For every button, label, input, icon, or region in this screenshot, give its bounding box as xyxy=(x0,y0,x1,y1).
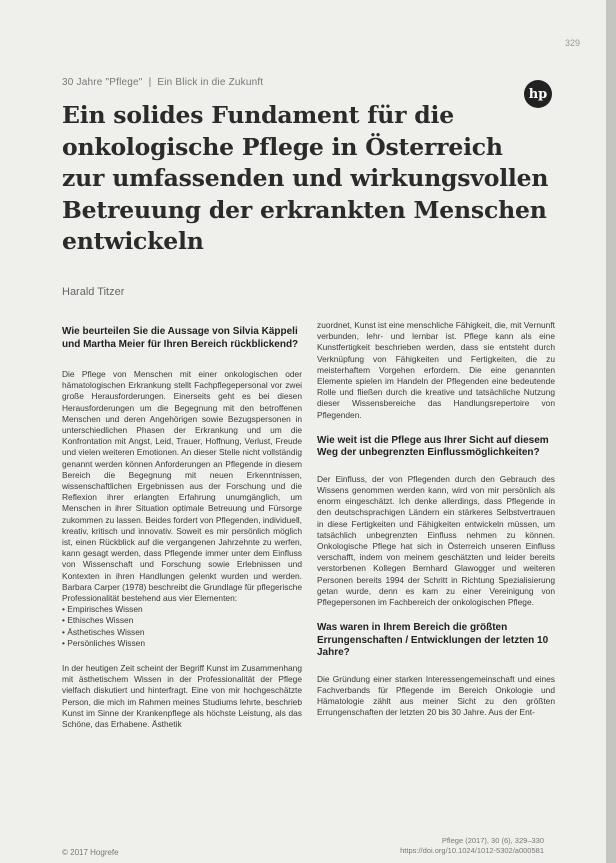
body-paragraph: In der heutigen Zeit scheint der Begriff Kunst im Zusammenhang mit ästhetischem Wissen in der Professionalität der Pflege vielfach diskutiert und hinterfragt. Eine von mir hochgeschätzte Person, die mich im Rahmen meines Studiums lehrte, beschrieb Kunst im Sinne der Krankenpflege als höchste Leistung, als das Schöne, das Erhabene. Ästhetik xyxy=(62,663,302,730)
question-heading-2: Wie weit ist die Pflege aus Ihrer Sicht auf diesem Weg der unbegrenzten Einflussmöglichkeiten? xyxy=(317,434,549,459)
journal-logo-icon: hp xyxy=(524,80,552,108)
kicker-separator: | xyxy=(148,77,152,88)
body-paragraph: zuordnet, Kunst ist eine menschliche Fähigkeit, die, mit Vernunft verbunden, lehr- und lernbar ist. Pflege kann als eine Kunstfertigkeit beschrieben werden, dass sie entsteht durch Verknüpfung von Fähigkeiten und Fertigkeiten, die zu meisterhaftem Vorgehen erfordern. Die eine genannten Elemente spielen im Handeln der Pflegenden eine bedeutende Rolle und fließen durch die kreative und tatsächliche Nutzung dieser Wissensbereiche das Handlungsrepertoire von Pflegenden. xyxy=(317,320,555,420)
list-item: • Ästhetisches Wissen xyxy=(62,627,302,638)
list-item: • Ethisches Wissen xyxy=(62,615,302,626)
section-kicker xyxy=(62,77,263,88)
body-paragraph: Die Gründung einer starken Interessengemeinschaft und eines Fachverbands für Pflegende im Bereich Onkologie und Hämatologie zählt aus meiner Sicht zu den größten Errungenschaften der letzten 20 bis 30 Jahre. Aus der Ent- xyxy=(317,673,555,718)
body-paragraph: Der Einfluss, der von Pflegenden durch den Gebrauch des Wissens genommen werden kann, wird von mir persönlich als enorm eingeschätzt. Ich denke allerdings, dass Pflegende in den deutschsprachigen Ländern ein stärkeres Selbstvertrauen in diese Fertigkeiten und Fähigkeiten entwickeln müssen, um tatsächlich unbegrenzten Einfluss nehmen zu können. Onkologische Pflege hat sich in Österreich unseren Einfluss verschafft, indem von meinem geschätzten und leider bereits verstorbenen Kollegen Bernhard Glawogger und weiteren Personen bereits 1994 der Schritt in Richtung Spezialisierung getan wurde, denn es kam zu einer Vereinigung von Pflegepersonen im Fachbereich der onkologischen Pflege. xyxy=(317,473,555,608)
footer-copyright: © 2017 Hogrefe xyxy=(62,848,119,857)
list-item: • Persönliches Wissen xyxy=(62,638,302,649)
list-item: • Empirisches Wissen xyxy=(62,604,302,615)
article-author: Harald Titzer xyxy=(62,286,125,298)
kicker-topic: Ein Blick in die Zukunft xyxy=(157,77,264,88)
page-number: 329 xyxy=(564,38,580,48)
knowledge-list xyxy=(62,604,302,649)
article-title: Ein solides Fundament für die onkologische Pflege in Österreich zur umfassenden und wirkungsvollen Betreuung der erkrankten Menschen entwickeln xyxy=(62,101,549,255)
question-heading-1: Wie beurteilen Sie die Aussage von Silvia Käppeli und Martha Meier für Ihren Bereich rückblickend? xyxy=(62,326,299,350)
kicker-series: 30 Jahre "Pflege" xyxy=(62,77,143,88)
left-column xyxy=(62,326,302,730)
question-heading-3: Was waren in Ihrem Bereich die größten Errungenschaften / Entwicklungen der letzten 10 Jahre? xyxy=(317,622,549,659)
footer-journal-ref: Pflege (2017), 30 (6), 329–330 xyxy=(441,836,544,845)
footer-citation xyxy=(400,836,544,856)
right-column xyxy=(317,320,555,719)
body-paragraph: Die Pflege von Menschen mit einer onkologischen oder hämatologischen Erkrankung stellt Fachpflegepersonal vor zwei große Herausforderungen. Einerseits geht es bei diesen Herausforderungen um die Begegnung mit den betroffenen Menschen und deren Angehörigen sowie Bezugspersonen in unterschiedlichen Phasen der Erkrankung und um die Konfrontation mit Angst, Leid, Trauer, Hoffnung, Verlust, Freude und vielen weiteren Emotionen. An dieser Stelle nicht vollständig genannt werden können Anforderungen an Pflegende in diesem Bereich die Begegnung mit neuen Erkenntnissen, wissenschaftlichen Ergebnissen aus der Forschung und die Reflexion ihrer erlangten Erfahrung unumgänglich, um Menschen in ihrer Situation optimale Betreuung und Fürsorge zukommen zu lassen. Beides fordert von Pflegenden, individuell, kreativ, kritisch und innovativ. Soweit es mir persönlich möglich ist, einen Rückblick auf die vergangenen Jahrzehnte zu werfen, kann gesagt werden, dass Pflegende immer unter dem Einfluss von Wissenschaft und Forschung sowie Erlebnissen und Kontexten in ihren Handlungen gelenkt wurden und werden. Barbara Carper (1978) beschreibt die Grundlage für pflegerische Professionalität bestehend aus vier Elementen: xyxy=(62,369,302,604)
scan-edge xyxy=(606,0,616,863)
footer-doi-link[interactable]: https://doi.org/10.1024/1012-5302/a000581 xyxy=(400,846,544,855)
